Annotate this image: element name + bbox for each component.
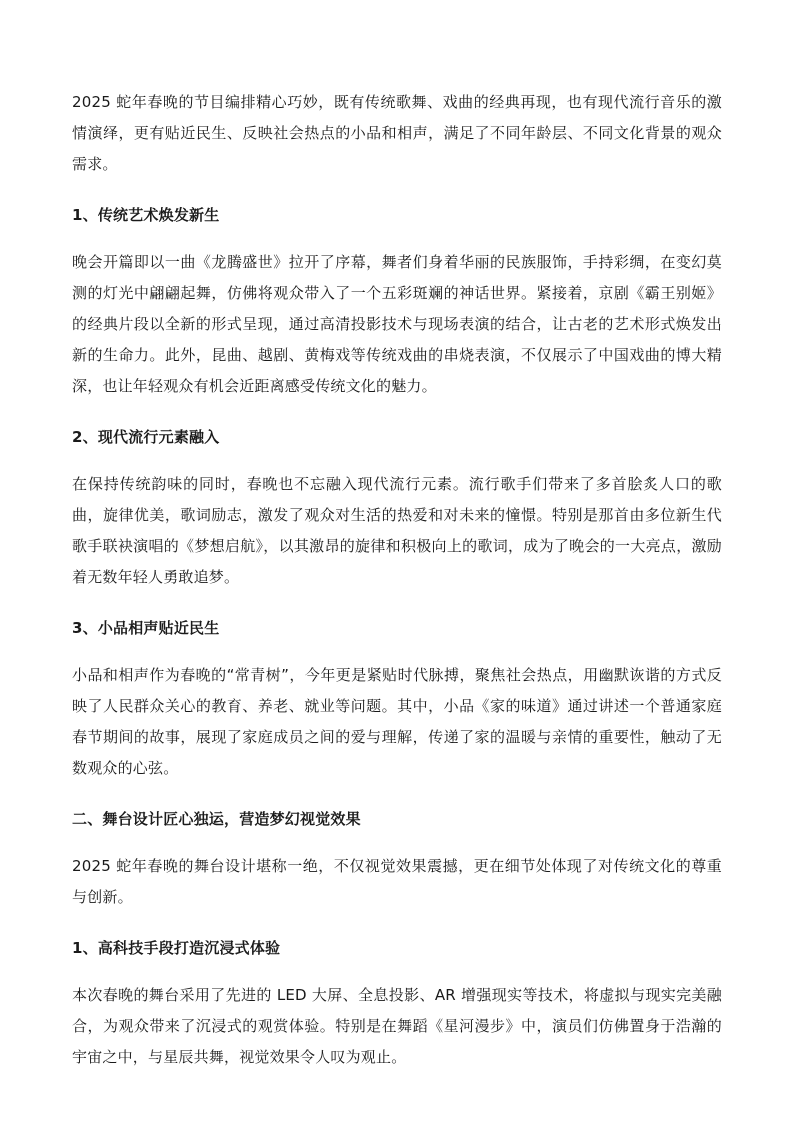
section-heading-traditional-arts: 1、传统艺术焕发新生 bbox=[72, 206, 220, 224]
section-heading-sketch-comedy: 3、小品相声贴近民生 bbox=[72, 619, 220, 637]
section-heading-modern-pop: 2、现代流行元素融入 bbox=[72, 428, 220, 446]
document-body bbox=[72, 87, 722, 1093]
section-heading-hi-tech: 1、高科技手段打造沉浸式体验 bbox=[72, 939, 281, 957]
traditional-arts-paragraph: 晚会开篇即以一曲《龙腾盛世》拉开了序幕，舞者们身着华丽的民族服饰，手持彩绸，在变幻莫测的灯光中翩翩起舞，仿佛将观众带入了一个五彩斑斓的神话世界。紧接着，京剧《霸王别姬》的经典片段以全新的形式呈现，通过高清投影技术与现场表演的结合，让古老的艺术形式焕发出新的生命力。此外，昆曲、越剧、黄梅戏等传统戏曲的串烧表演，不仅展示了中国戏曲的博大精深，也让年轻观众有机会近距离感受传统文化的魅力。 bbox=[72, 253, 722, 395]
stage-design-paragraph: 2025 蛇年春晚的舞台设计堪称一绝，不仅视觉效果震撼，更在细节处体现了对传统文化的尊重与创新。 bbox=[72, 857, 722, 906]
hi-tech-paragraph: 本次春晚的舞台采用了先进的 LED 大屏、全息投影、AR 增强现实等技术，将虚拟与现实完美融合，为观众带来了沉浸式的观赏体验。特别是在舞蹈《星河漫步》中，演员们仿佛置身于浩瀚的宇宙之中，与星辰共舞，视觉效果令人叹为观止。 bbox=[72, 986, 722, 1066]
intro-paragraph: 2025 蛇年春晚的节目编排精心巧妙，既有传统歌舞、戏曲的经典再现，也有现代流行音乐的激情演绎，更有贴近民生、反映社会热点的小品和相声，满足了不同年龄层、不同文化背景的观众需求。 bbox=[72, 93, 722, 173]
sketch-comedy-paragraph: 小品和相声作为春晚的“常青树”，今年更是紧贴时代脉搏，聚焦社会热点，用幽默诙谐的方式反映了人民群众关心的教育、养老、就业等问题。其中，小品《家的味道》通过讲述一个普通家庭春节期间的故事，展现了家庭成员之间的爱与理解，传递了家的温暖与亲情的重要性，触动了无数观众的心弦。 bbox=[72, 666, 722, 777]
modern-pop-paragraph: 在保持传统韵味的同时，春晚也不忘融入现代流行元素。流行歌手们带来了多首脍炙人口的歌曲，旋律优美，歌词励志，激发了观众对生活的热爱和对未来的憧憬。特别是那首由多位新生代歌手联袂演唱的《梦想启航》，以其激昂的旋律和积极向上的歌词，成为了晚会的一大亮点，激励着无数年轻人勇敢追梦。 bbox=[72, 475, 722, 586]
section-heading-stage-design: 二、舞台设计匠心独运，营造梦幻视觉效果 bbox=[72, 810, 361, 828]
